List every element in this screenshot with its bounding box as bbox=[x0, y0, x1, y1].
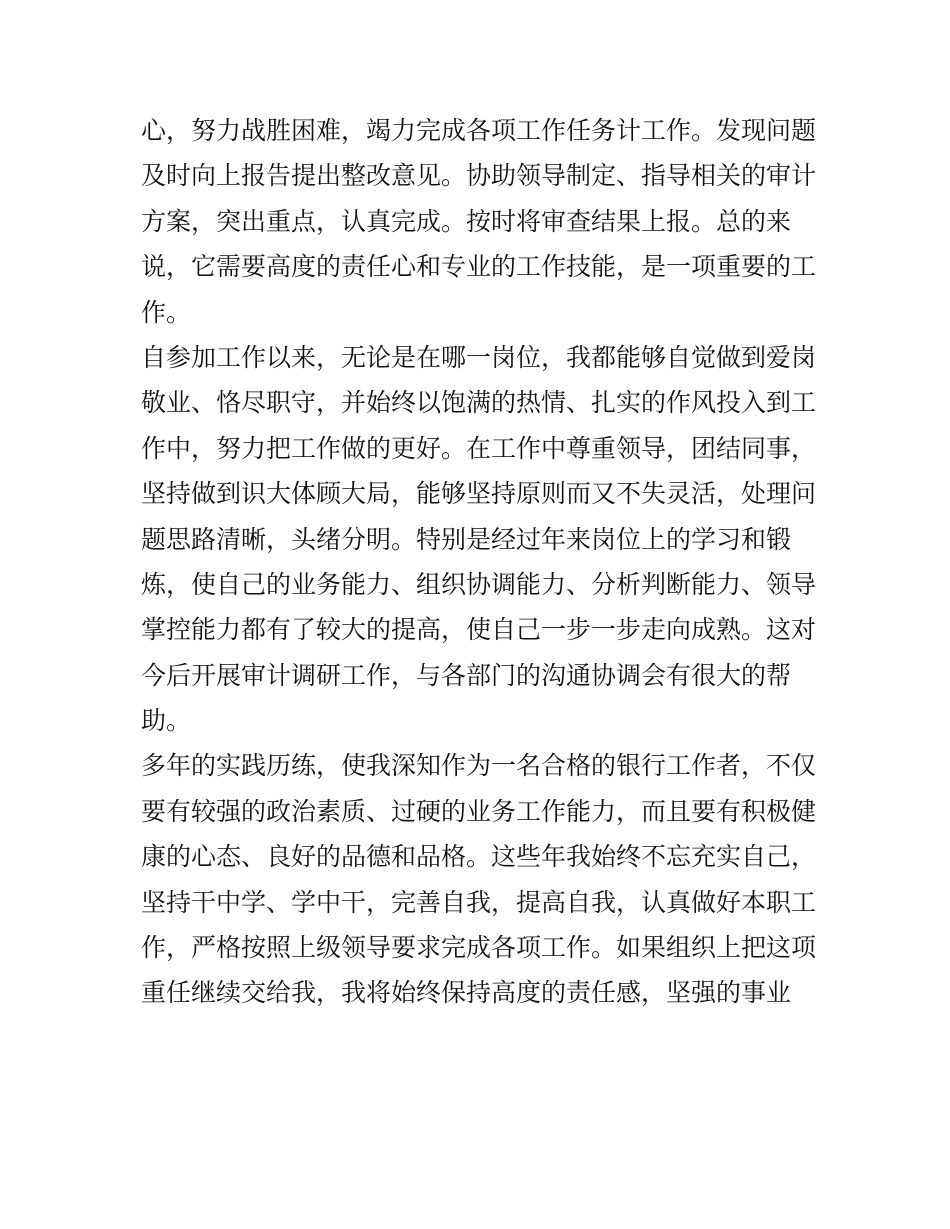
text-line: 及时向上报告提出整改意见。协助领导制定、指导相关的审计 bbox=[141, 161, 817, 191]
text-line: 助。 bbox=[141, 706, 192, 736]
text-line: 坚持干中学、学中干，完善自我，提高自我，认真做好本职工 bbox=[141, 887, 817, 917]
text-line: 康的心态、良好的品德和品格。这些年我始终不忘充实自己， bbox=[141, 842, 817, 872]
text-line: 要有较强的政治素质、过硬的业务工作能力，而且要有积极健 bbox=[141, 796, 817, 826]
text-line: 敬业、恪尽职守，并始终以饱满的热情、扎实的作风投入到工 bbox=[141, 388, 817, 418]
text-line: 心，努力战胜困难，竭力完成各项工作任务计工作。发现问题 bbox=[141, 116, 817, 145]
text-line: 掌控能力都有了较大的提高，使自己一步一步走向成熟。这对 bbox=[141, 615, 817, 645]
document-body bbox=[141, 108, 817, 1016]
text-line: 多年的实践历练，使我深知作为一名合格的银行工作者，不仅 bbox=[141, 751, 817, 781]
text-line: 炼，使自己的业务能力、组织协调能力、分析判断能力、领导 bbox=[141, 569, 817, 599]
text-line: 说，它需要高度的责任心和专业的工作技能，是一项重要的工 bbox=[141, 252, 817, 282]
text-line: 作。 bbox=[141, 297, 192, 327]
text-line: 重任继续交给我，我将始终保持高度的责任感，坚强的事业 bbox=[141, 978, 792, 1008]
text-line: 作中，努力把工作做的更好。在工作中尊重领导，团结同事， bbox=[141, 433, 817, 463]
text-line: 坚持做到识大体顾大局，能够坚持原则而又不失灵活，处理问 bbox=[141, 479, 817, 509]
text-line: 作，严格按照上级领导要求完成各项工作。如果组织上把这项 bbox=[141, 933, 817, 963]
text-line: 题思路清晰，头绪分明。特别是经过年来岗位上的学习和锻 bbox=[141, 524, 792, 554]
text-line: 自参加工作以来，无论是在哪一岗位，我都能够自觉做到爱岗 bbox=[141, 342, 817, 372]
text-line: 方案，突出重点，认真完成。按时将审查结果上报。总的来 bbox=[141, 206, 792, 236]
text-line: 今后开展审计调研工作，与各部门的沟通协调会有很大的帮 bbox=[141, 660, 792, 690]
